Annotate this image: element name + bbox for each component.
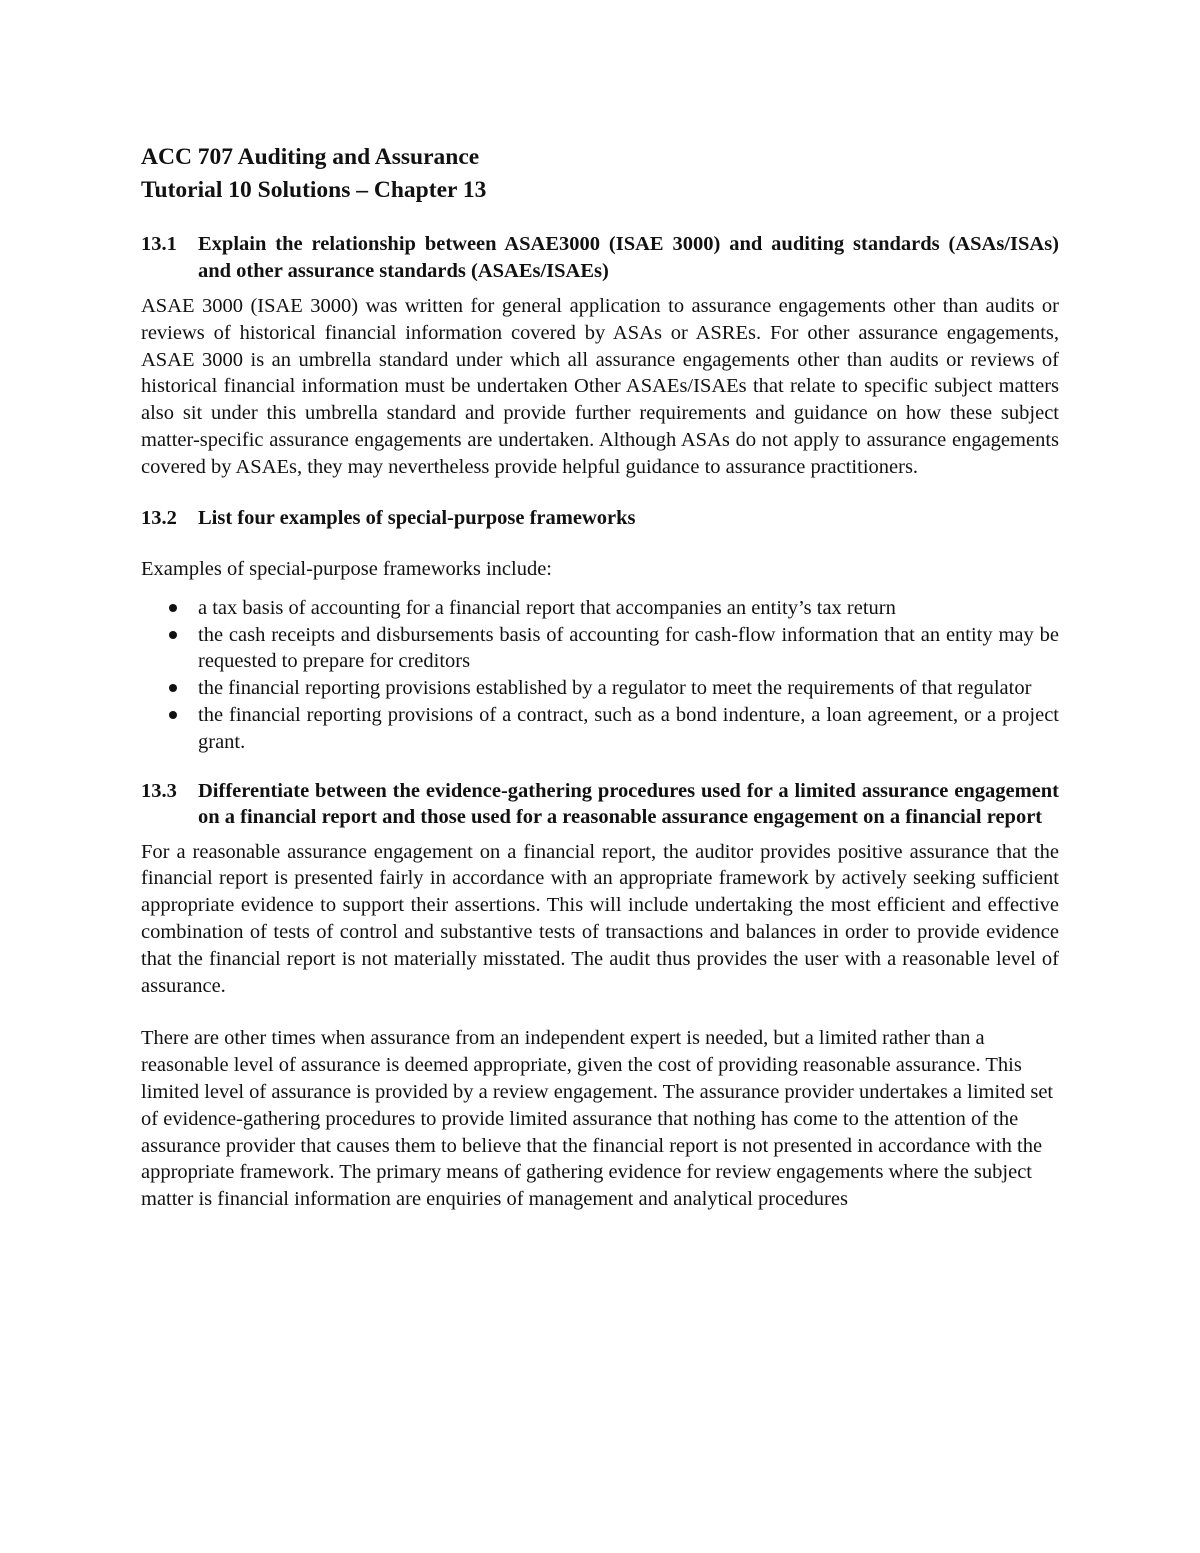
question-13-2 — [141, 505, 1059, 532]
bullet-icon — [169, 684, 177, 692]
bullet-icon — [169, 604, 177, 612]
document-page — [141, 141, 1059, 1213]
question-text: Differentiate between the evidence-gathering procedures used for a limited assurance engagement on a financial report and those used for a reasonable assurance engagement on a financial report — [198, 779, 1059, 829]
answer-paragraph: ASAE 3000 (ISAE 3000) was written for general application to assurance engagements other than audits or reviews of historical financial information covered by ASAs or ASREs. For other assurance engagements, ASAE 3000 is an umbrella standard under which all assurance engagements other than audits or reviews of historical financial information must be undertaken Other ASAEs/ISAEs that relate to specific subject matters also sit under this umbrella standard and provide further requirements and guidance on how these subject matter-specific assurance engagements are undertaken. Although ASAs do not apply to assurance engagements covered by ASAEs, they may nevertheless provide helpful guidance to assurance practitioners. — [141, 295, 1059, 478]
bullet-icon — [169, 711, 177, 719]
question-number: 13.3 — [141, 779, 177, 802]
document-subtitle: Tutorial 10 Solutions – Chapter 13 — [141, 177, 487, 203]
framework-list — [141, 595, 1059, 756]
question-number: 13.1 — [141, 233, 177, 255]
answer-paragraph: For a reasonable assurance engagement on a financial report, the auditor provides positive assurance that the financial report is presented fairly in accordance with an appropriate framework by actively seeking sufficient appropriate evidence to support their assertions. This will include undertaking the most efficient and effective combination of tests of control and substantive tests of transactions and balances in order to provide evidence that the financial report is not materially misstated. The audit thus provides the user with a reasonable level of assurance. — [141, 840, 1059, 997]
question-13-1 — [141, 231, 1059, 284]
answer-intro: Examples of special-purpose frameworks include: — [141, 558, 553, 581]
list-item: a tax basis of accounting for a financial report that accompanies an entity’s tax return — [141, 595, 1059, 622]
bullet-icon — [169, 631, 177, 639]
document-title: ACC 707 Auditing and Assurance — [141, 144, 480, 170]
list-item: the cash receipts and disbursements basis of accounting for cash-flow information that an entity may be requested to prepare for creditors — [141, 622, 1059, 676]
question-text: Explain the relationship between ASAE3000 (ISAE 3000) and auditing standards (ASAs/ISAs) and other assurance standards (ASAEs/ISAEs) — [198, 233, 1059, 282]
list-item: the financial reporting provisions of a contract, such as a bond indenture, a loan agreement, or a project grant. — [141, 702, 1059, 756]
answer-paragraph: There are other times when assurance from an independent expert is needed, but a limited rather than a reasonable level of assurance is deemed appropriate, given the cost of providing reasonable assurance. This limited level of assurance is provided by a review engagement. The assurance provider undertakes a limited set of evidence-gathering procedures to provide limited assurance that nothing has come to the attention of the assurance provider that causes them to believe that the financial report is not presented in accordance with the appropriate framework. The primary means of gathering evidence for review engagements where the subject matter is financial information are enquiries of management and analytical procedures — [141, 1027, 1054, 1211]
question-number: 13.2 — [141, 506, 177, 529]
question-text: List four examples of special-purpose frameworks — [198, 506, 636, 529]
list-item: the financial reporting provisions established by a regulator to meet the requirements of that regulator — [141, 675, 1059, 702]
question-13-3 — [141, 778, 1059, 831]
